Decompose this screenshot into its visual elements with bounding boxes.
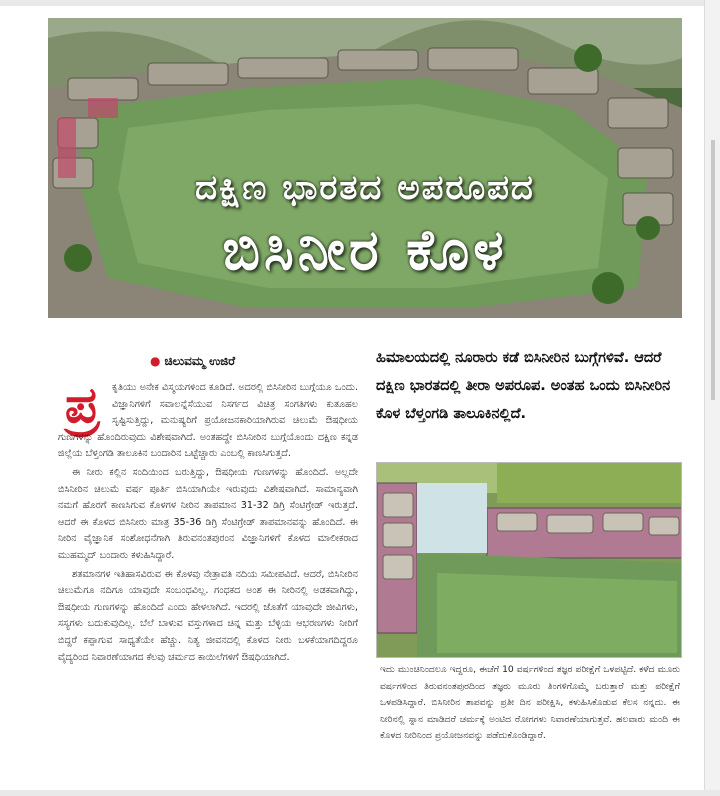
scrollbar[interactable] xyxy=(704,0,720,796)
author-name: ಚಿಲುವಮ್ಮ ಉಜಿರೆ xyxy=(164,354,236,368)
headline-line-1: ದಕ್ಷಿಣ ಭಾರತದ ಅಪರೂಪದ xyxy=(195,168,535,208)
headline-line-2: ಬಿಸಿನೀರ ಕೊಳ xyxy=(222,218,508,283)
page-top-edge xyxy=(0,0,720,6)
paragraph-2: ಈ ನೀರು ಕಲ್ಲಿನ ಸಂದಿಯಿಂದ ಬರುತ್ತಿದ್ದು, ಔಷಧೀಯ ಗುಣಗಳನ್ನು ಹೊಂದಿದೆ. ಅಲ್ಲದೇ ಬಿಸಿನೀರಿನ ಚಿಲುಮೆ ವರ್ಷ ಪೂರ್ತಿ ಬಿಸಿಯಾಗಿಯೇ ಇರುವುದು ವಿಶೇಷವಾಗಿದೆ. ಸಾಮಾನ್ಯವಾಗಿ ನಮಗೆ ಹೊರಗೆ ಕಾಣಸಿಗುವ ಕೊಳಗಳ ನೀರಿನ ತಾಪಮಾನ 31-32 ಡಿಗ್ರಿ ಸೆಂಟಿಗ್ರೇಡ್ ಇರುತ್ತದೆ. ಆದರೆ ಈ ಕೊಳದ ಬಿಸಿನೀರು ಮಾತ್ರ 35-36 ಡಿಗ್ರಿ ಸೆಂಟಿಗ್ರೇಡ್ ತಾಪಮಾನವನ್ನು ಹೊಂದಿದೆ. ಈ ನೀರಿನ ವೈಜ್ಞಾನಿಕ ಸಂಶೋಧನೆಗಾಗಿ ತಿರುವನಂತಪುರಂನ ವಿಜ್ಞಾನಿಗಳಿಗೆ ಕೊಳದ ಮಾಲೀಕರಾದ ಮುಹಮ್ಮದ್ ಬಂದಾರು ಕಳುಹಿಸಿದ್ದಾರೆ. xyxy=(58,466,358,561)
pull-quote: ಹಿಮಾಲಯದಲ್ಲಿ ನೂರಾರು ಕಡೆ ಬಿಸಿನೀರಿನ ಬುಗ್ಗೆಗಳಿವೆ. ಆದರೆ ದಕ್ಷಿಣ ಭಾರತದಲ್ಲಿ ತೀರಾ ಅಪರೂಪ. ಅಂತಹ ಒಂದು ಬಿಸಿನೀರಿನ ಕೊಳ ಬೆಳ್ತಂಗಡಿ ತಾಲೂಕಿನಲ್ಲಿದೆ. xyxy=(376,350,671,422)
bullet-icon: ● xyxy=(150,354,161,368)
hero-photo xyxy=(48,18,682,318)
paragraph-3: ಶತಮಾನಗಳ ಇತಿಹಾಸವಿರುವ ಈ ಕೊಳವು ನೇತ್ರಾವತಿ ನದಿಯ ಸಮೀಪವಿದೆ. ಆದರೆ, ಬಿಸಿನೀರಿನ ಚಿಲುಮೆಗೂ ನದಿಗೂ ಯಾವುದೇ ಸಂಬಂಧವಿಲ್ಲ. ಗಂಧಕದ ಅಂಶ ಈ ನೀರಿನಲ್ಲಿ ಅಡಕವಾಗಿದ್ದು, ಔಷಧೀಯ ಗುಣಗಳನ್ನು ಹೊಂದಿದೆ ಎಂದು ಹೇಳಲಾಗಿದೆ. ಇದರಲ್ಲಿ ಜೊತೆಗೆ ಯಾವುದೇ ಜೀವಿಗಳು, ಸಸ್ಯಗಳು ಬದುಕುವುದಿಲ್ಲ. ಬೆಲೆ ಬಾಳುವ ವಸ್ತುಗಳಾದ ಚಿನ್ನ ಮತ್ತು ಬೆಳ್ಳಿಯ ಆಭರಣಗಳು ನೀರಿಗೆ ಬಿದ್ದರೆ ಕಪ್ಪಾಗುವ ಸಾಧ್ಯತೆಯೇ ಹೆಚ್ಚು. ನಿತ್ಯ ಜೀವನದಲ್ಲಿ ಕೊಳದ ನೀರು ಬಳಕೆಯಾಗದಿದ್ದರೂ ವೈದ್ಯರಿಂದ ನಿವಾರಣೆಯಾಗದ ಕೆಲವು ಚರ್ಮದ ಕಾಯಿಲೆಗಳಿಗೆ ಔಷಧಿಯಾಗಿದೆ. xyxy=(58,568,358,663)
byline xyxy=(150,354,235,369)
paragraph-1: ಕೃತಿಯು ಅನೇಕ ವಿಸ್ಮಯಗಳಿಂದ ಕೂಡಿದೆ. ಅದರಲ್ಲಿ ಬಿಸಿನೀರಿನ ಬುಗ್ಗೆಯೂ ಒಂದು. ವಿಜ್ಞಾನಿಗಳಿಗೆ ಸವಾಲನ್ನೆಸೆಯುವ ನಿಸರ್ಗದ ವಿಚಿತ್ರ ಸಂಗತಿಗಳು ಕುತೂಹಲ ಸೃಷ್ಟಿಸುತ್ತಿದ್ದು, ಮನುಷ್ಯರಿಗೆ ಪ್ರಯೋಜನಕಾರಿಯಾಗಿರುವ ಚಿಲುಮೆ ಔಷಧೀಯ ಗುಣಗಳನ್ನು ಹೊಂದಿರುವುದು ವಿಶೇಷವಾಗಿದೆ. ಅಂತಹದ್ದೇ ಬಿಸಿನೀರಿನ ಬುಗ್ಗೆಯೊಂದು ದಕ್ಷಿಣ ಕನ್ನಡ ಜಿಲ್ಲೆಯ ಬೆಳ್ತಂಗಡಿ ತಾಲೂಕಿನ ಬಂದಾರಿನ ಒಟ್ಟೆಚ್ಚಾರು ಎಂಬಲ್ಲಿ ಕಾಣಸಿಗುತ್ತದೆ. xyxy=(58,382,358,460)
article-body xyxy=(58,376,358,668)
pool-photo xyxy=(376,462,682,658)
drop-cap: ಪ್ರ xyxy=(64,376,100,434)
scrollbar-thumb[interactable] xyxy=(711,140,715,400)
page-bottom-edge xyxy=(0,790,720,796)
photo-caption: ಇದು ಮುಂಚಿನಿಂದಲೂ ಇದ್ದರೂ, ಈಚೆಗೆ 10 ವರ್ಷಗಳಿಂದ ತಜ್ಞರ ಪರೀಕ್ಷೆಗೆ ಒಳಪಟ್ಟಿದೆ. ಕಳೆದ ಮೂರು ವರ್ಷಗಳಿಂದ ತಿರುವನಂತಪುರದಿಂದ ತಜ್ಞರು ಮೂರು ತಿಂಗಳಿಗೊಮ್ಮೆ ಬರುತ್ತಾರೆ ಮತ್ತು ಪರೀಕ್ಷೆಗೆ ಒಳಪಡಿಸಿದ್ದಾರೆ. ಬಿಸಿನೀರಿನ ತಾಪವನ್ನು ಪ್ರತೀ ದಿನ ಪರೀಕ್ಷಿಸಿ, ಕಳುಹಿಸಿಕೊಡುವ ಕೆಲಸ ನನ್ನದು. ಈ ನೀರಿನಲ್ಲಿ ಸ್ನಾನ ಮಾಡಿದರೆ ಚರ್ಮಕ್ಕೆ ಅಂಟಿದ ರೋಗಗಳು ನಿವಾರಣೆಯಾಗುತ್ತವೆ. ಹಲವಾರು ಮಂದಿ ಈ ಕೊಳದ ನೀರಿನಿಂದ ಪ್ರಯೋಜನವನ್ನು ಪಡೆದುಕೊಂಡಿದ್ದಾರೆ. xyxy=(380,664,680,741)
pool-closeup-illustration xyxy=(377,463,682,658)
